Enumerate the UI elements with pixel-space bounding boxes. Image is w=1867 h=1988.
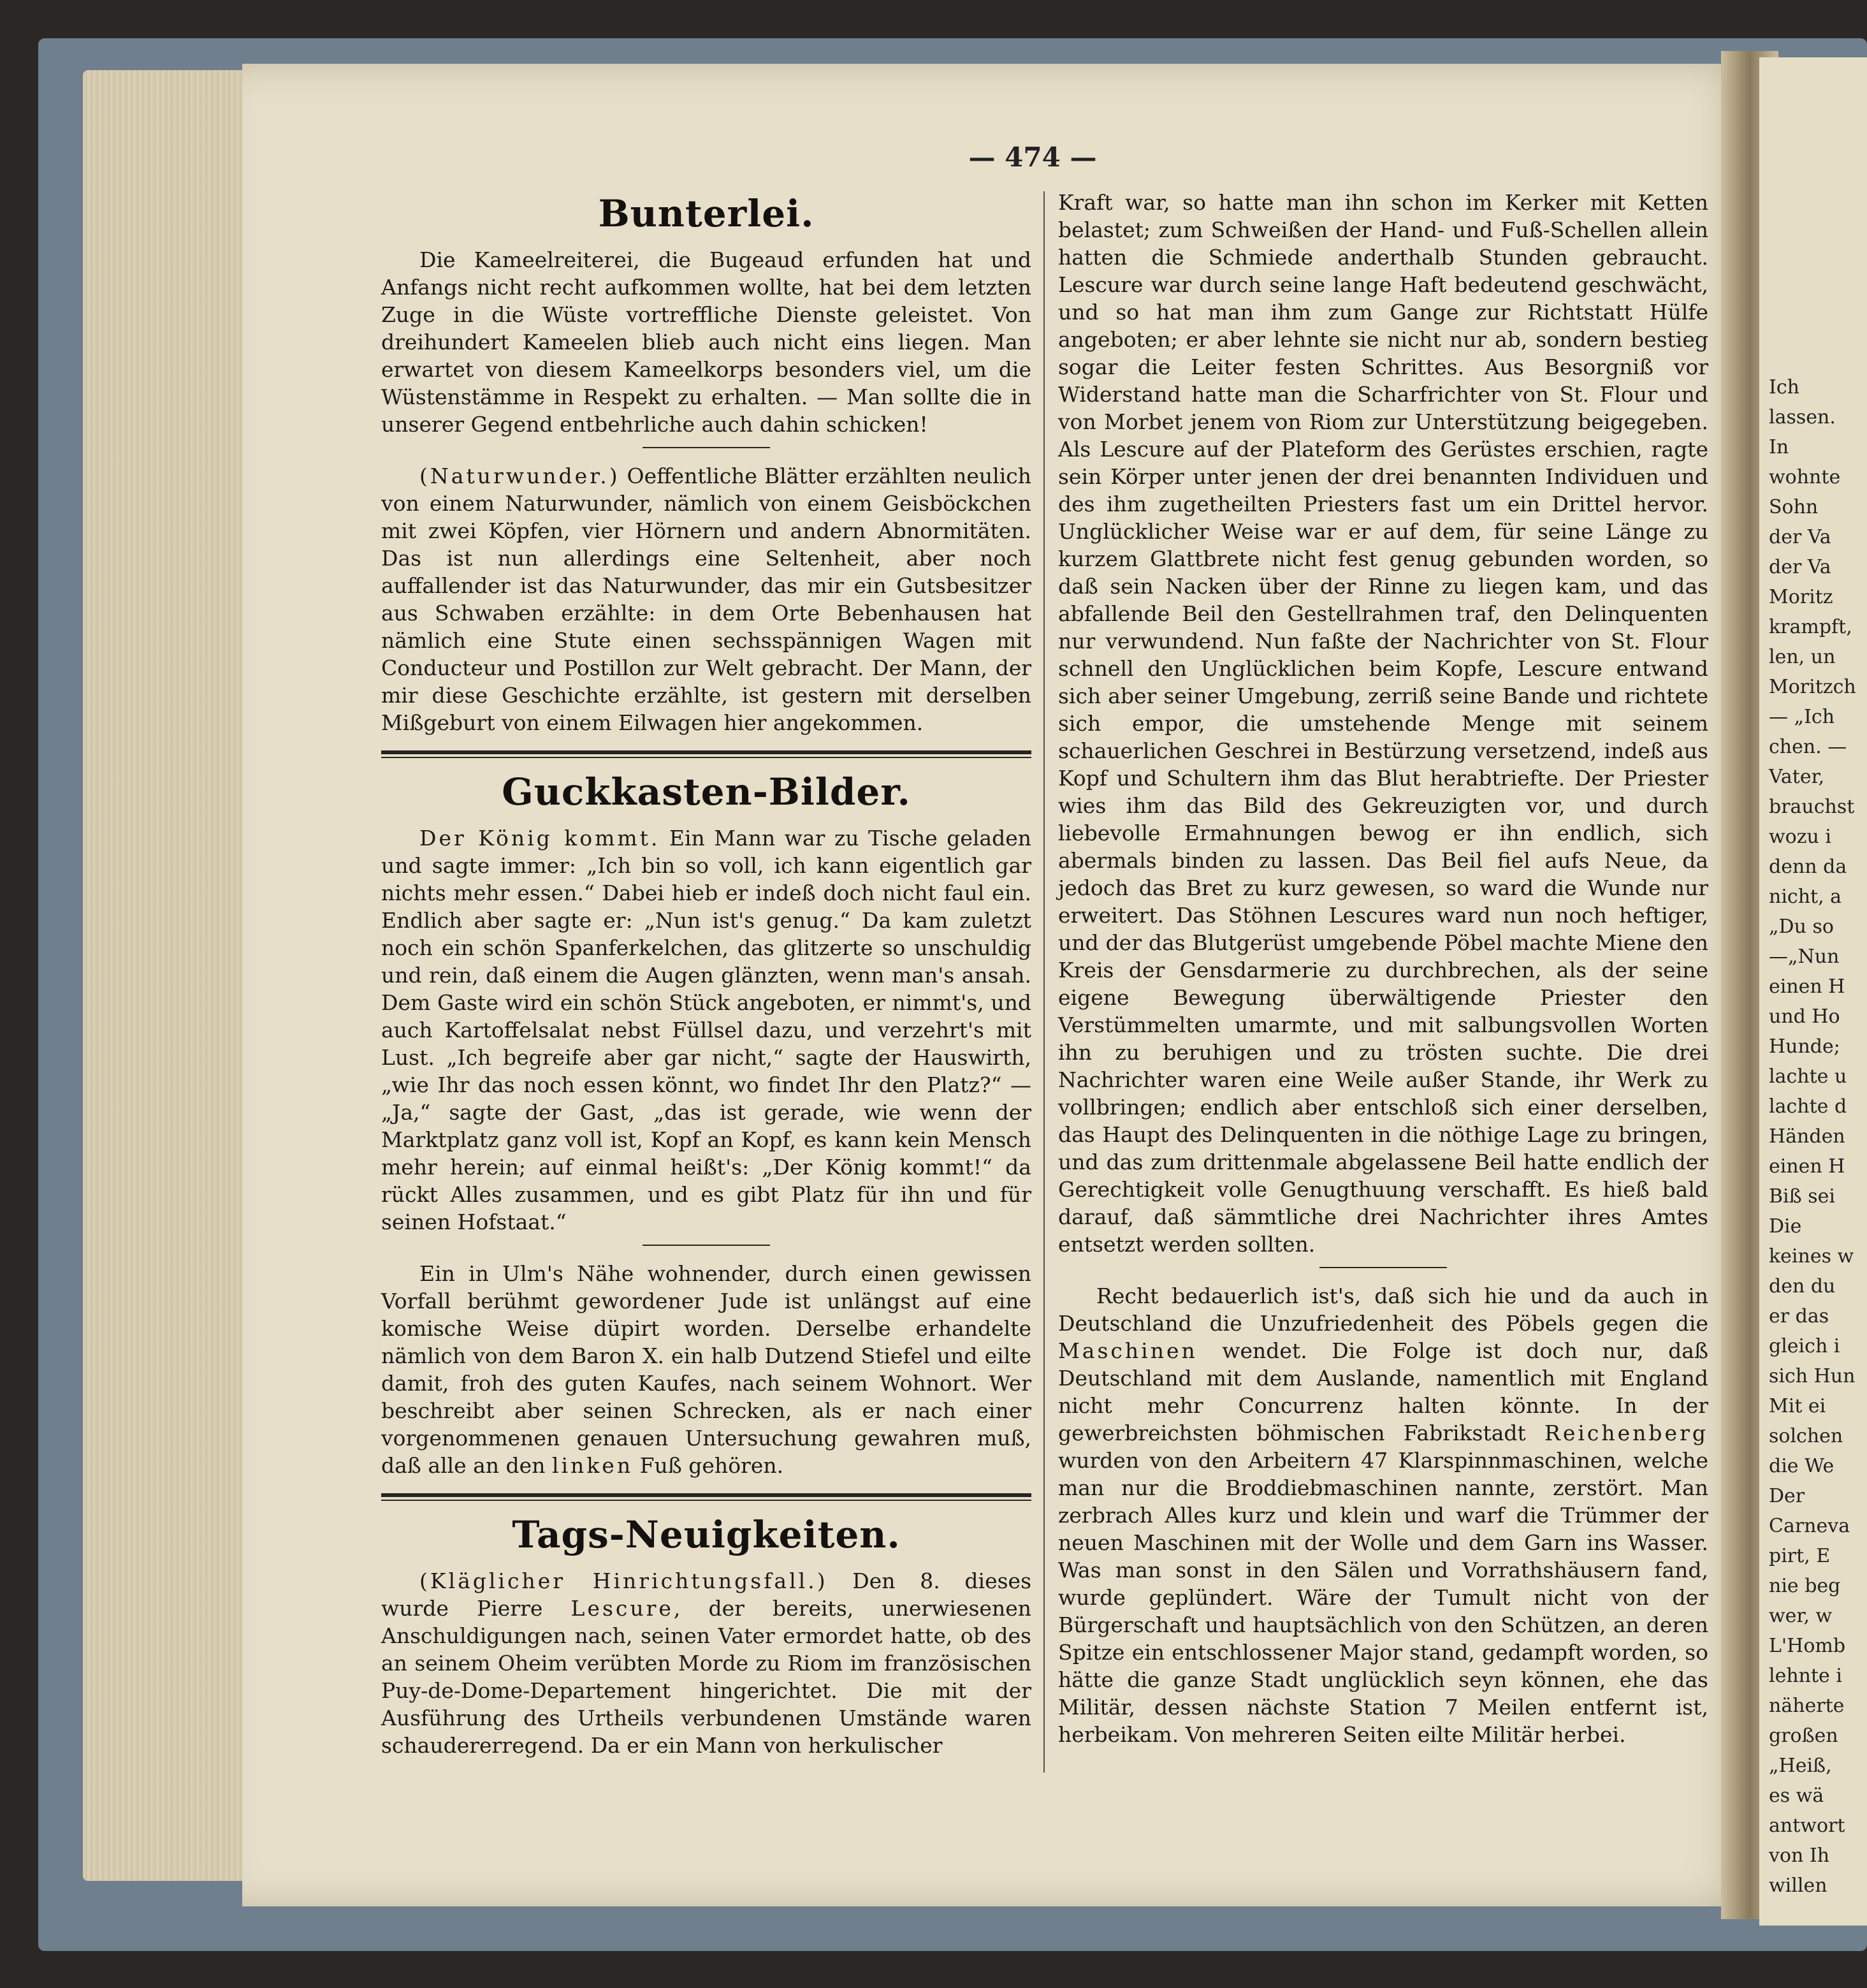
- paragraph-kameelreiterei: Die Kameelreiterei, die Bugeaud erfunden hat und Anfangs nicht recht aufkommen wollte, hat bei dem letzten Zuge in die Wüste vortreffliche Dienste geleistet. Von dreihundert Kameelen blieb auch nicht eins liegen. Man erwartet von diesem Kameelkorps besonders viel, um die Wüstenstämme in Respekt zu erhalten. — Man sollte die in unserer Gegend entbehrliche auch dahin schicken!: [381, 247, 1031, 437]
- next-page-fragment: lachte u: [1769, 1065, 1847, 1088]
- next-page-fragment: der Va: [1769, 526, 1831, 548]
- next-page-fragment: Moritzch: [1769, 676, 1856, 698]
- text-linken: linken: [551, 1453, 634, 1478]
- heading-guckkasten: Guckkasten-Bilder.: [502, 770, 911, 814]
- next-page-fragment: keines w: [1769, 1245, 1854, 1268]
- next-page-fragment: den du: [1769, 1275, 1836, 1297]
- next-page-fragment: Moritz: [1769, 586, 1833, 608]
- next-page-fragment: pirt, E: [1769, 1545, 1831, 1567]
- text-ulm-a: Ein in Ulm's Nähe wohnender, durch einen gewissen Vorfall berühmt gewordener Jude ist unlängst auf eine komische Weise düpirt worden. Derselbe erhandelte nämlich von dem Baron X. ein halb Dutzend Stiefel und eilte damit, froh des guten Kaufes, nach seinem Wohnort. Wer beschreibt aber seinen Schrecken, als er nach einer vorgenommenen genauen Untersuchung gewahren muß, daß alle an den: [381, 1261, 1031, 1478]
- separator: [643, 1245, 770, 1246]
- next-page-fragment: Hunde;: [1769, 1035, 1840, 1058]
- next-page-fragment: solchen: [1769, 1425, 1843, 1447]
- next-page-fragment: wer, w: [1769, 1605, 1833, 1627]
- text-lescure: Lescure: [570, 1596, 674, 1621]
- heading-bunterlei: Bunterlei.: [598, 192, 815, 235]
- next-page-fragment: antwort: [1769, 1815, 1845, 1837]
- heading-tags-neuigkeiten: Tags-Neuigkeiten.: [512, 1513, 901, 1556]
- next-page-fragment: einen H: [1769, 1155, 1845, 1178]
- double-rule: [381, 1493, 1031, 1501]
- paragraph-naturwunder: [381, 462, 1031, 736]
- next-page-fragment: Sohn: [1769, 496, 1819, 518]
- next-page-fragment: er das: [1769, 1305, 1829, 1327]
- next-page-fragment: len, un: [1769, 646, 1836, 668]
- next-page-fragment: Ich: [1769, 376, 1799, 398]
- next-page-fragment: willen: [1769, 1875, 1827, 1897]
- text-reichenberg: Reichenberg: [1544, 1421, 1708, 1445]
- separator: [1319, 1267, 1447, 1268]
- next-page-fragment: und Ho: [1769, 1005, 1840, 1028]
- text-masch-c: wurden von den Arbeitern 47 Klarspinnmaschinen, welche man nur die Broddiebmaschinen nannte, zerstört. Man zerbrach Alles kurz und klein und warf die Trümmer der neuen Maschinen mit der Wolle und dem Garn ins Wasser. Was man sonst in den Sälen und Vorrathshäusern fand, wurde geplündert. Wäre der Tumult nicht von der Bürgerschaft und hauptsächlich von den Schützen, an deren Spitze ein entschlossener Major stand, gedampft worden, so hätte die ganze Stadt unglücklich seyn können, ehe das Militär, dessen nächste Station 7 Meilen entfernt ist, herbeikam. Von mehreren Seiten eilte Militär herbei.: [1058, 1448, 1708, 1747]
- text-masch-b: wendet. Die Folge ist doch nur, daß Deutschland mit dem Auslande, namentlich mit England nicht mehr Concurrenz halten könnte. In der gewerbreichsten böhmischen Fabrikstadt: [1058, 1338, 1708, 1445]
- next-page-fragment: L'Homb: [1769, 1635, 1846, 1657]
- next-page-fragment: denn da: [1769, 856, 1847, 878]
- double-rule: [381, 750, 1031, 758]
- text-hinr-a: Den 8. dieses wurde Pierre: [381, 1568, 1032, 1621]
- next-page-fragment: krampft,: [1769, 616, 1852, 638]
- next-page-fragment: einen H: [1769, 976, 1845, 998]
- right-column: [1058, 189, 1708, 1757]
- paragraph-hinrichtung-cont: Kraft war, so hatte man ihn schon im Kerker mit Ketten belastet; zum Schweißen der Hand- und Fuß-Schellen allein hatten die Schmiede anderthalb Stunden gebraucht. Lescure war durch seine lange Haft bedeutend geschwächt, und so hat man ihm zum Gange zur Richtstatt Hülfe angeboten; er aber lehnte sie nicht nur ab, sondern bestieg sogar die Leiter festen Schrittes. Aus Besorgniß vor Widerstand hatte man die Scharfrichter von St. Flour und von Morbet jenem von Riom zur Unterstützung beigegeben. Als Lescure auf der Plateform des Gerüstes erschien, ragte sein Körper unter jenen der drei benannten Individuen und des ihm zugetheilten Priesters fast um ein Drittel hervor. Unglücklicher Weise war er auf dem, für seine Länge zu kurzem Glattbrete nicht fest genug gebunden worden, so daß sein Nacken über der Rinne zu liegen kam, und das abfallende Beil den Gestellrahmen traf, den Delinquenten nur verwundend. Nun faßte der Nachrichter von St. Flour schnell den Unglücklichen beim Kopfe, Lescure entwand sich aber seiner Umgebung, zerriß seine Bande und richtete sich empor, die umstehende Menge mit seinem schauerlichen Geschrei in Bestürzung versetzend, indeß aus Kopf und Schultern ihm das Blut herabtriefte. Der Priester wies ihm das Bild des Gekreuzigten vor, und durch liebevolle Ermahnungen bewog er ihn endlich, sich abermals binden zu lassen. Das Beil fiel aufs Neue, da jedoch das Bret zu kurz gewesen, so ward die Wunde nur erweitert. Das Stöhnen Lescures ward nun noch heftiger, und der das Blutgerüst umgebende Pöbel machte Miene den Kreis der Gensdarmerie zu durchbrechen, als der seine eigene Bewegung überwältigende Priester den Verstümmelten umarmte, und mit salbungsvollen Worten ihn zu beruhigen und zu trösten suchte. Die drei Nachrichter waren eine Weile außer Stande, ihr Werk zu vollbringen; endlich aber entschloß sich einer derselben, das Haupt des Delinquenten in die nöthige Lage zu bringen, und das zum drittenmale abgelassene Beil hatte endlich der Gerechtigkeit volle Genugthuung verschafft. Es hieß bald darauf, daß sämmtliche drei Nachrichter ihres Amtes entsetzt werden sollten.: [1058, 190, 1708, 1257]
- paragraph-maschinen: [1058, 1282, 1708, 1748]
- next-page-fragment: Carneva: [1769, 1515, 1850, 1537]
- next-page-fragment: lehnte i: [1769, 1665, 1842, 1687]
- text-naturwunder: Oeffentliche Blätter erzählten neulich von einem Naturwunder, nämlich von einem Geisböckchen mit zwei Köpfen, vier Hörnern und andern Abnormitäten. Das ist nun allerdings eine Seltenheit, aber noch auffallender ist das Naturwunder, das mir ein Gutsbesitzer aus Schwaben erzählte: in dem Orte Bebenhausen hat nämlich eine Stute einen sechsspännigen Wagen mit Conducteur und Postillon zur Welt gebracht. Der Mann, der mir diese Geschichte erzählte, ist gestern mit derselben Mißgeburt von einem Eilwagen hier angekommen.: [381, 464, 1031, 735]
- next-page-fragment: „Du so: [1769, 916, 1834, 938]
- next-page-fragment: lassen.: [1769, 406, 1836, 428]
- next-page-fragment: Biß sei: [1769, 1185, 1835, 1208]
- next-page-fragment: In: [1769, 436, 1789, 458]
- text-masch-a: Recht bedauerlich ist's, daß sich hie und da auch in Deutschland die Unzufriedenheit des Pöbels gegen die: [1058, 1283, 1708, 1336]
- paragraph-koenig: [381, 824, 1031, 1236]
- page-edges: [83, 70, 249, 1881]
- next-page-fragment: —„Nun: [1769, 946, 1840, 968]
- next-page-fragment: der Va: [1769, 556, 1831, 578]
- next-page-fragment: nie beg: [1769, 1575, 1841, 1597]
- next-page-fragment: es wä: [1769, 1785, 1824, 1807]
- paragraph-ulm: [381, 1260, 1031, 1479]
- lead-koenig: Der König kommt.: [419, 826, 660, 851]
- next-page-fragment: lachte d: [1769, 1095, 1847, 1118]
- next-page-fragment: Der: [1769, 1485, 1805, 1507]
- next-page-fragment: Vater,: [1769, 766, 1825, 788]
- next-page-fragment: brauchst: [1769, 796, 1855, 818]
- next-page-fragment: nicht, a: [1769, 886, 1842, 908]
- text-hinr-b: , der bereits, unerwiesenen Anschuldigungen nach, seinen Vater ermordet hatte, ob des an seinem Oheim verübten Morde zu Riom im französischen Puy-de-Dome-Departement hingerichtet. Die mit der Ausführung des Urtheils verbundenen Umstände waren schaudererregend. Da er ein Mann von herkulischer: [381, 1596, 1031, 1758]
- paragraph-hinrichtung: [381, 1567, 1031, 1759]
- separator: [643, 447, 770, 448]
- next-page-fragment: Die: [1769, 1215, 1802, 1238]
- text-koenig: Ein Mann war zu Tische geladen und sagte immer: „Ich bin so voll, ich kann eigentlich gar nichts mehr essen.“ Dabei hieb er indeß doch nicht faul ein. Endlich aber sagte er: „Nun ist's genug.“ Da kam zuletzt noch ein schön Spanferkelchen, das glitzerte so unschuldig und rein, daß einem die Augen glänzten, wenn man's ansah. Dem Gaste wird ein schön Stück angeboten, er nimmt's, und auch Kartoffelsalat nebst Füllsel dazu, und verzehrt's mit Lust. „Ich begreife aber gar nicht,“ sagte der Hauswirth, „wie Ihr das noch essen könnt, wo findet Ihr den Platz?“ — „Ja,“ sagte der Gast, „das ist gerade, wie wenn der Marktplatz ganz voll ist, Kopf an Kopf, es kann kein Mensch mehr herein; auf einmal heißt's: „Der König kommt!“ da rückt Alles zusammen, und es gibt Platz für ihn und für seinen Hofstaat.“: [381, 826, 1031, 1234]
- next-page-fragment: Mit ei: [1769, 1395, 1826, 1417]
- left-column: [381, 191, 1031, 1768]
- next-page-fragment: wohnte: [1769, 466, 1841, 488]
- text-ulm-b: Fuß gehören.: [633, 1453, 784, 1478]
- next-page-fragment: sich Hun: [1769, 1365, 1856, 1387]
- next-page-fragment: „Heiß,: [1769, 1755, 1832, 1777]
- text-maschinen: Maschinen: [1058, 1338, 1198, 1363]
- lead-naturwunder: (Naturwunder.): [419, 464, 620, 488]
- lead-hinrichtung: (Kläglicher Hinrichtungsfall.): [419, 1568, 828, 1593]
- column-rule: [1043, 191, 1045, 1772]
- next-page-fragment: wozu i: [1769, 826, 1831, 848]
- next-page-fragment: chen. —: [1769, 736, 1847, 758]
- next-page-fragment: großen: [1769, 1725, 1838, 1747]
- next-page-fragment: näherte: [1769, 1695, 1845, 1717]
- page-number: — 474 —: [968, 142, 1097, 173]
- next-page-fragment: gleich i: [1769, 1335, 1840, 1357]
- next-page-fragment: die We: [1769, 1455, 1834, 1477]
- next-page-fragment: — „Ich: [1769, 706, 1835, 728]
- next-page-fragment: von Ih: [1769, 1845, 1830, 1867]
- next-page-fragment: Händen: [1769, 1125, 1845, 1148]
